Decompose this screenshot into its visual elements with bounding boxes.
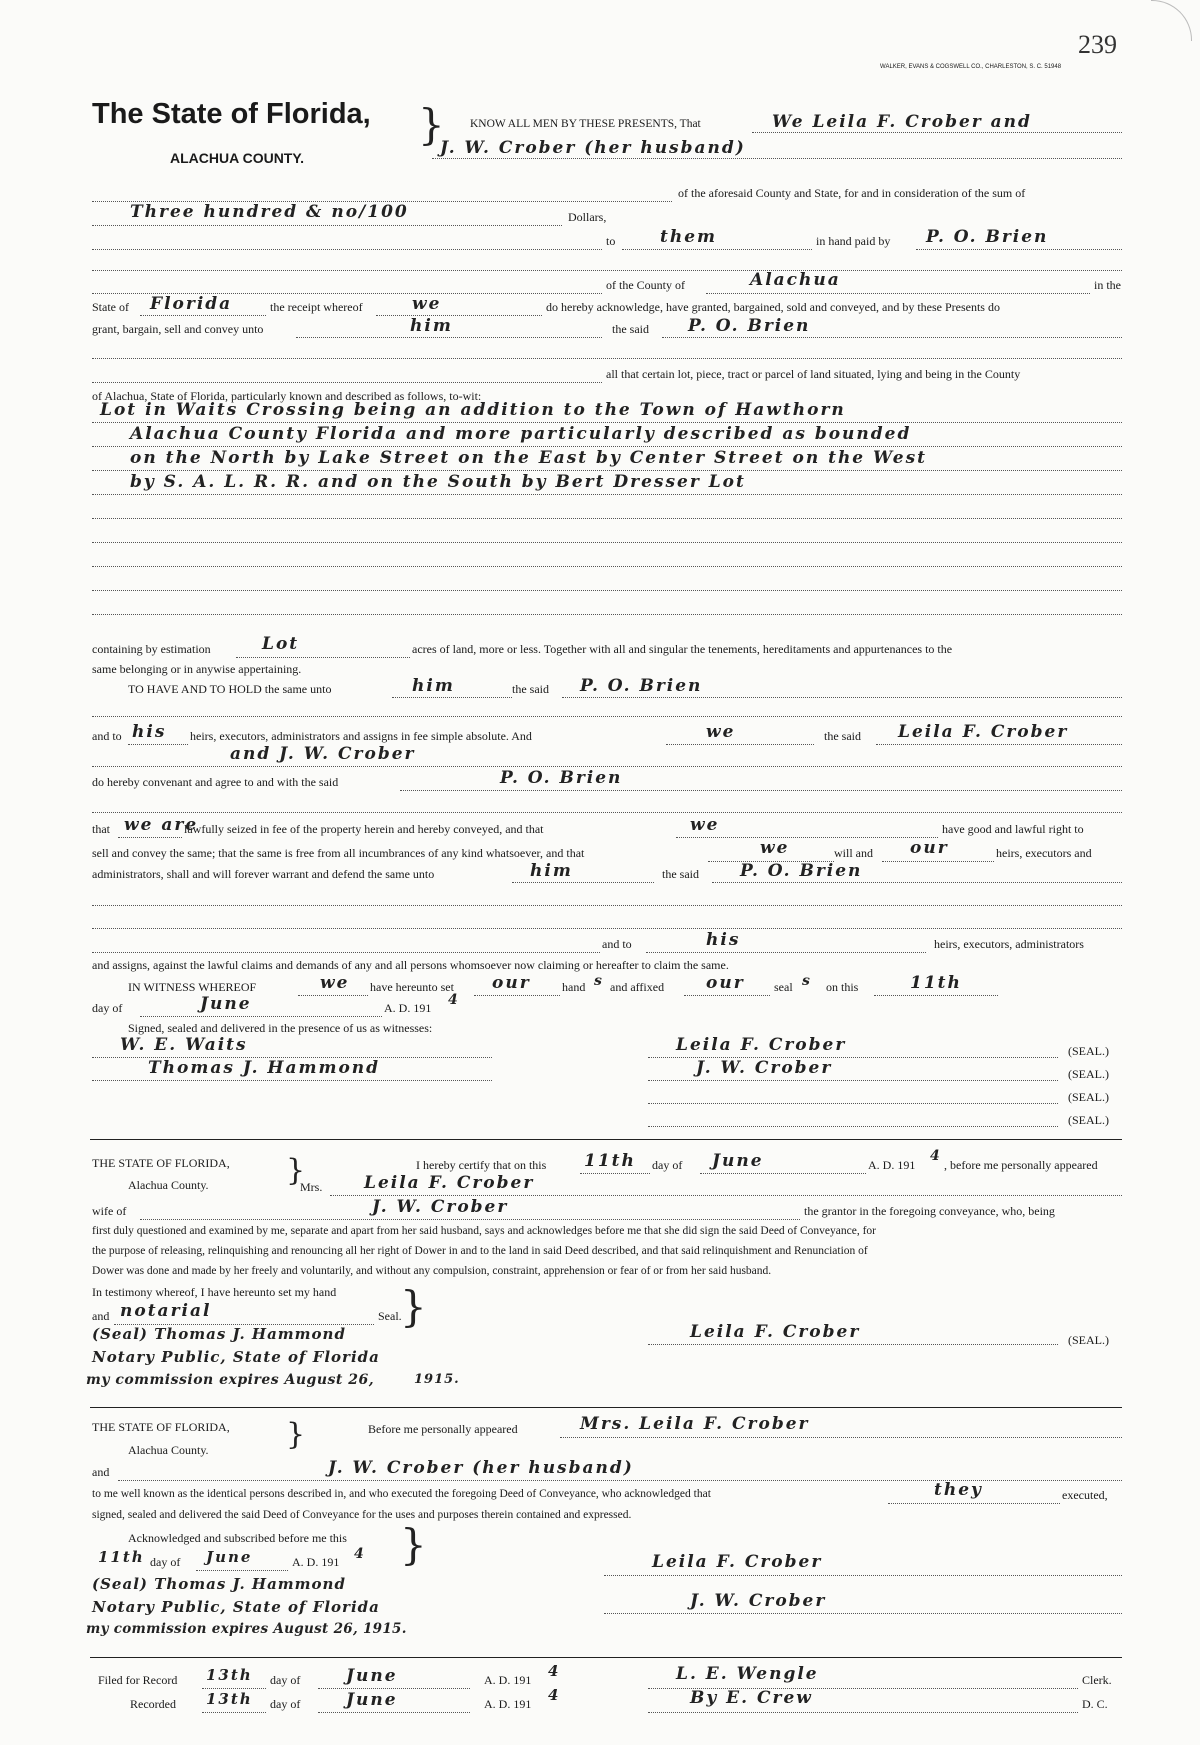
hw-paid-by: P. O. Brien (926, 227, 1049, 247)
on-this-label: on this (826, 980, 859, 994)
filed-ad: A. D. 191 (484, 1673, 532, 1687)
dower-brace: } (286, 1153, 306, 1188)
dower-seal-mark: (SEAL.) (1068, 1333, 1109, 1347)
hw-ack-day: 11th (98, 1548, 145, 1566)
hw-seal-s: s (802, 973, 812, 989)
hw-that-we-will: we (760, 838, 790, 858)
hw-the-said: P. O. Brien (688, 316, 811, 336)
dower-grantor-in: the grantor in the foregoing conveyance, who, being (804, 1204, 1055, 1218)
ack-acknowledged: Acknowledged and subscribed before me this (128, 1531, 347, 1545)
hw-ack-person-2: J. W. Crober (her husband) (328, 1458, 634, 1478)
hw-witness-we: we (320, 973, 350, 993)
state-title: The State of Florida, (92, 98, 371, 130)
know-all-men: KNOW ALL MEN BY THESE PRESENTS, That (470, 118, 701, 130)
hw-ack-person-1: Mrs. Leila F. Crober (580, 1414, 810, 1434)
hw-grantor-name-2: and J. W. Crober (230, 744, 416, 764)
hw-ack-they: they (934, 1480, 983, 1500)
that-label: that (92, 822, 110, 836)
hw-month: June (200, 994, 252, 1014)
hw-dower-signature: Leila F. Crober (690, 1322, 861, 1342)
dower-ad: A. D. 191 (868, 1158, 916, 1172)
hw-our-heirs: our (910, 838, 949, 858)
hw-dower-mrs: Leila F. Crober (364, 1173, 535, 1193)
dower-and-label: and (92, 1309, 110, 1323)
dower-body-1: first duly questioned and examined by me, separate and apart from her said husband, says and acknowledges before me that she did sign the said Deed of Conveyance, for (92, 1225, 876, 1237)
ack-notary-brace: } (400, 1520, 427, 1569)
hw-dower-notarial: notarial (120, 1301, 212, 1321)
in-the-label: in the (1094, 278, 1121, 292)
hw-covenant-with: P. O. Brien (500, 768, 623, 788)
hw-filed-year: 4 (548, 1662, 561, 1680)
ack-brace: } (286, 1417, 306, 1452)
recorded-label: Recorded (130, 1697, 176, 1711)
seal-mark-4: (SEAL.) (1068, 1113, 1109, 1127)
hw-receipt-we: we (412, 294, 442, 314)
hw-ack-signature-1: Leila F. Crober (652, 1552, 823, 1572)
hw-and-to-his: his (706, 930, 741, 950)
seal-label: seal (774, 980, 793, 994)
hw-dower-notary-2: Notary Public, State of Florida (92, 1348, 380, 1366)
hw-and-we: we (706, 722, 736, 742)
to-label: to (606, 234, 616, 248)
hw-convey-unto: him (410, 316, 453, 336)
hw-state: Florida (150, 294, 233, 314)
dower-testimony-brace: } (400, 1282, 427, 1331)
hw-defend-said: P. O. Brien (740, 861, 863, 881)
in-witness-label: IN WITNESS WHEREOF (128, 980, 257, 994)
acres-text: acres of land, more or less. Together with all and singular the tenements, hereditaments and appurtenances to the (412, 642, 953, 656)
the-said-label: the said (612, 322, 649, 336)
filed-day-of: day of (270, 1673, 301, 1687)
ack-and-label: and (92, 1465, 110, 1479)
covenant-text: do hereby convenant and agree to and with the said (92, 775, 339, 789)
dower-certify-text: I hereby certify that on this (416, 1158, 547, 1172)
hw-ack-signature-2: J. W. Crober (690, 1591, 827, 1611)
hw-affixed-our: our (706, 973, 745, 993)
dower-before-me: , before me personally appeared (944, 1158, 1098, 1172)
ack-before-me: Before me personally appeared (368, 1422, 518, 1436)
hw-sum: Three hundred & no/100 (130, 202, 409, 222)
hw-unto: him (412, 676, 455, 696)
and-assigns-text: and assigns, against the lawful claims and demands of any and all persons whomsoever now claiming or hereafter to claim the same. (92, 958, 729, 972)
hw-set-our: our (492, 973, 531, 993)
administrators-text: administrators, shall and will forever warrant and defend the same unto (92, 867, 435, 881)
hw-recorded-day: 13th (206, 1690, 253, 1708)
header-brace: } (418, 100, 445, 149)
hw-dower-month: June (712, 1151, 764, 1171)
hw-filed-month: June (346, 1666, 398, 1686)
seal-mark-1: (SEAL.) (1068, 1044, 1109, 1058)
hw-filed-day: 13th (206, 1666, 253, 1684)
county-of-label: of the County of (606, 278, 685, 292)
seal-mark-3: (SEAL.) (1068, 1090, 1109, 1104)
page-number: 239 (1078, 30, 1117, 59)
hw-ack-notary-1: (Seal) Thomas J. Hammond (92, 1575, 346, 1593)
the-said-label-3: the said (824, 729, 861, 743)
to-have-label: TO HAVE AND TO HOLD the same unto (128, 682, 332, 696)
hw-description-1: Lot in Waits Crossing being an addition to the Town of Hawthorn (100, 400, 846, 420)
recorded-ad: A. D. 191 (484, 1697, 532, 1711)
aforesaid-text: of the aforesaid County and State, for and in consideration of the sum of (678, 186, 1026, 200)
hw-dc-signature: By E. Crew (690, 1688, 813, 1708)
have-hereunto-label: have hereunto set (370, 980, 454, 994)
county-title: ALACHUA COUNTY. (170, 150, 305, 166)
hand-label: hand (562, 980, 586, 994)
hw-dower-year: 4 (930, 1148, 942, 1164)
dower-state: THE STATE OF FLORIDA, (92, 1156, 230, 1170)
signed-sealed-text: Signed, sealed and delivered in the presence of us as witnesses: (128, 1021, 433, 1035)
heirs-exec-3-text: heirs, executors, administrators (934, 937, 1084, 951)
dower-day-of: day of (652, 1158, 683, 1172)
ack-executed: executed, (1062, 1488, 1108, 1502)
ack-state: THE STATE OF FLORIDA, (92, 1420, 230, 1434)
day-of-label: day of (92, 1001, 123, 1015)
hw-ack-month: June (206, 1548, 253, 1566)
ack-ad: A. D. 191 (292, 1555, 340, 1569)
hw-witness-1: W. E. Waits (120, 1035, 248, 1055)
hw-ack-notary-3: my commission expires August 26, 1915. (86, 1621, 407, 1637)
hw-recorded-year: 4 (548, 1686, 561, 1704)
section-divider-1 (90, 1139, 1122, 1140)
hw-grantor-name-1: Leila F. Crober (898, 722, 1069, 742)
ack-signed: signed, sealed and delivered the said Deed of Conveyance for the uses and purposes therein contained and expressed. (92, 1509, 632, 1521)
dower-testimony: In testimony whereof, I have hereunto set my hand (92, 1285, 337, 1299)
and-to-label: and to (92, 729, 122, 743)
hw-dower-notary-1: (Seal) Thomas J. Hammond (92, 1325, 346, 1343)
hw-ack-notary-2: Notary Public, State of Florida (92, 1598, 380, 1616)
hw-description-4: by S. A. L. R. R. and on the South by Bert Dresser Lot (130, 472, 746, 492)
all-that-certain-text: all that certain lot, piece, tract or parcel of land situated, lying and being in the County (606, 367, 1021, 381)
hw-we-are: we are (124, 815, 199, 835)
of-alachua-text: of Alachua, State of Florida, particularly known and described as follows, to-wit: (92, 389, 482, 403)
hw-recorded-month: June (346, 1690, 398, 1710)
ack-county: Alachua County. (128, 1443, 209, 1457)
hw-hand-s: s (594, 973, 604, 989)
hw-grantors-line1: We Leila F. Crober and (772, 112, 1032, 132)
hw-said-holder: P. O. Brien (580, 676, 703, 696)
hw-dower-notary-3: my commission expires August 26, (86, 1372, 375, 1388)
ack-well-known: to me well known as the identical persons described in, and who executed the foregoing Deed of Conveyance, who acknowledged that (92, 1488, 711, 1500)
section-divider-3 (90, 1657, 1122, 1658)
section-divider-2 (90, 1407, 1122, 1408)
dower-seal-label: Seal. (378, 1309, 402, 1323)
hw-witness-2: Thomas J. Hammond (148, 1058, 381, 1078)
state-of-label: State of (92, 300, 129, 314)
hw-description-3: on the North by Lake Street on the East by Center Street on the West (130, 448, 927, 468)
ack-day-of: day of (150, 1555, 181, 1569)
hw-on-this-day: 11th (910, 973, 962, 993)
hw-defend-unto: him (530, 861, 573, 881)
ad-label: A. D. 191 (384, 1001, 432, 1015)
have-good-text: have good and lawful right to (942, 822, 1084, 836)
and-affixed-label: and affixed (610, 980, 665, 994)
same-belonging-text: same belonging or in anywise appertaining. (92, 662, 302, 676)
hw-estimation: Lot (262, 634, 300, 654)
hw-signature-1: Leila F. Crober (676, 1035, 847, 1055)
hw-grantors-line2: J. W. Crober (her husband) (440, 138, 746, 158)
heirs-exec-text: heirs, executors, administrators and assigns in fee simple absolute. And (190, 729, 532, 743)
hw-county: Alachua (750, 270, 841, 290)
hw-dower-day: 11th (584, 1151, 636, 1171)
hw-clerk-signature: L. E. Wengle (676, 1664, 819, 1684)
filed-for-record: Filed for Record (98, 1673, 178, 1687)
dower-wife-of: wife of (92, 1204, 127, 1218)
lawfully-seized-text: lawfully seized in fee of the property herein and hereby conveyed, and that (184, 822, 544, 836)
dower-body-3: Dower was done and made by her freely and voluntarily, and without any compulsion, constraint, apprehension or fear of or from her said husband. (92, 1265, 772, 1277)
containing-label: containing by estimation (92, 642, 211, 656)
dc-label: D. C. (1082, 1697, 1108, 1711)
hw-signature-2: J. W. Crober (696, 1058, 833, 1078)
printer-imprint: WALKER, EVANS & COGSWELL CO., CHARLESTON, S. C. 51948 (880, 64, 1062, 70)
hw-them: them (660, 227, 718, 247)
page-corner (1151, 0, 1192, 41)
hw-ack-year: 4 (354, 1546, 366, 1562)
grant-label: grant, bargain, sell and convey unto (92, 322, 264, 336)
will-and-label: will and (834, 846, 873, 860)
the-said-label-2: the said (512, 682, 549, 696)
receipt-label: the receipt whereof (270, 300, 363, 314)
heirs-exec-2-text: heirs, executors and (996, 846, 1092, 860)
dollars-label: Dollars, (568, 210, 607, 224)
hw-description-2: Alachua County Florida and more particularly described as bounded (130, 424, 912, 444)
hw-and-that-we: we (690, 815, 720, 835)
sell-convey-text: sell and convey the same; that the same is free from all incumbrances of any kind whatsoever, and that (92, 846, 585, 860)
the-said-label-4: the said (662, 867, 699, 881)
paid-by-label: in hand paid by (816, 234, 891, 248)
seal-mark-2: (SEAL.) (1068, 1067, 1109, 1081)
dower-county: Alachua County. (128, 1178, 209, 1192)
and-to-2-label: and to (602, 937, 632, 951)
hw-dower-notary-year: 1915. (414, 1372, 460, 1387)
acknowledge-text: do hereby acknowledge, have granted, bargained, sold and conveyed, and by these Presents do (546, 300, 1000, 314)
hw-year-digit: 4 (448, 992, 460, 1008)
dower-body-2: the purpose of releasing, relinquishing and renouncing all her right of Dower in and to the land in said Deed described, and that said relinquishment and Renunciation of (92, 1245, 868, 1257)
hw-and-to: his (132, 722, 167, 742)
recorded-day-of: day of (270, 1697, 301, 1711)
clerk-label: Clerk. (1082, 1673, 1112, 1687)
hw-dower-wife-of: J. W. Crober (372, 1197, 509, 1217)
dower-mrs-label: Mrs. (300, 1180, 323, 1194)
